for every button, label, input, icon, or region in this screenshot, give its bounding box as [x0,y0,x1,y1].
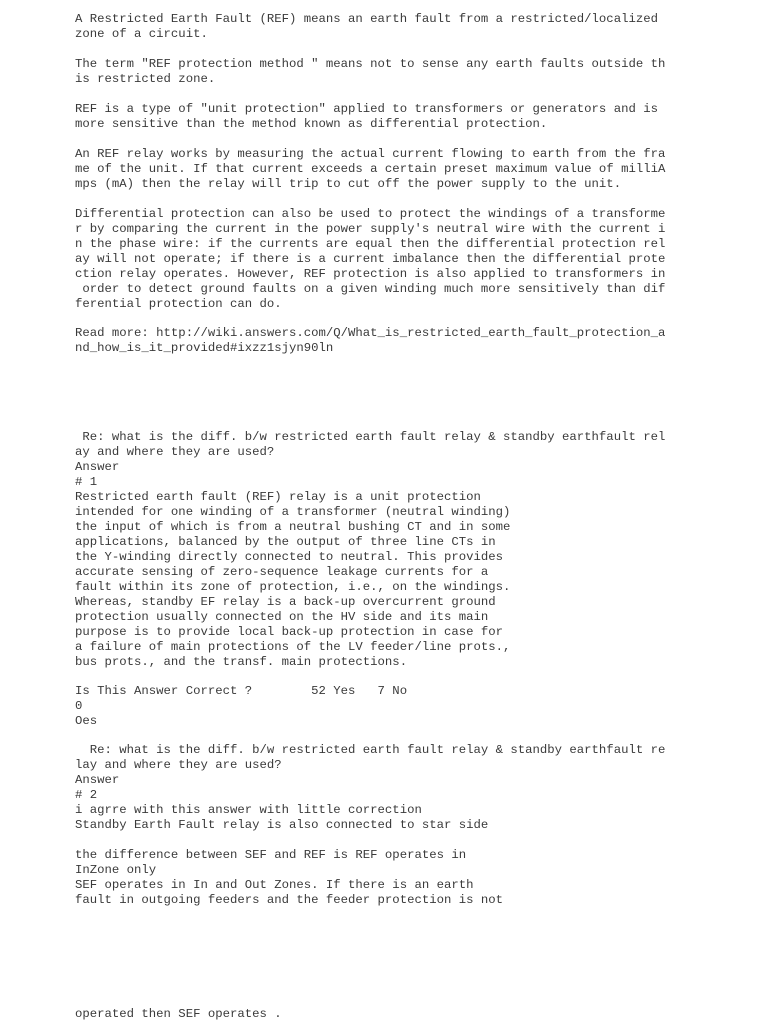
answer-1-body: Restricted earth fault (REF) relay is a unit protection intended for one winding of a transformer (neutral winding) the input of which is from a neutral bushing CT and in some applications, balanced by the output of three line CTs in the Y-winding directly connected to neutral. This provides accurate sensing of zero-sequence leakage currents for a fault within its zone of protection, i.e., on the windings. Whereas, standby EF relay is a back-up overcurrent ground protection usually connected on the HV side and its main purpose is to provide local back-up protection in case for a failure of main protections of the LV feeder/line prots., bus prots., and the transf. main protections. [75,490,511,669]
answer-2-body-part-1: i agrre with this answer with little correction Standby Earth Fault relay is also connected to star side [75,803,489,832]
answer-1-question: Re: what is the diff. b/w restricted earth fault relay & standby earthfault rel ay and where they are used? [75,430,666,459]
answer-1-author: Oes [75,714,98,728]
intro-paragraph-2: The term "REF protection method " means not to sense any earth faults outside th is restricted zone. [75,57,666,86]
intro-paragraph-3: REF is a type of "unit protection" applied to transformers or generators and is more sensitive than the method known as differential protection. [75,102,658,131]
intro-paragraph-5: Differential protection can also be used to protect the windings of a transforme r by comparing the current in the power supply's neutral wire with the current i n the phase wire: if the currents are equal then the differential protection rel ay will not operate; if there is a current imbalance then the differential prote ction relay operates. However, REF protection is also applied to transformers in order to detect ground faults on a given winding much more sensitively than dif ferential protection can do. [75,207,666,311]
answer-1-label: Answer [75,460,120,474]
answer-1-number: # 1 [75,475,98,489]
answer-2-label: Answer [75,773,120,787]
answer-2-question: Re: what is the diff. b/w restricted earth fault relay & standby earthfault re lay and where they are used? [75,743,666,772]
answer-2-number: # 2 [75,788,98,802]
answer-2-body-part-2: the difference between SEF and REF is REF operates in InZone only SEF operates in In and Out Zones. If there is an earth fault in outgoing feeders and the feeder protection is not [75,848,504,907]
answer-1-vote-line[interactable]: Is This Answer Correct ? 52 Yes 7 No [75,684,408,698]
intro-paragraph-4: An REF relay works by measuring the actual current flowing to earth from the fra me of the unit. If that current exceeds a certain preset maximum value of milliA mps (mA) then the relay will trip to cut off the power supply to the unit. [75,147,666,191]
answer-1-score: 0 [75,699,83,713]
read-more-link[interactable]: Read more: http://wiki.answers.com/Q/What_is_restricted_earth_fault_protection_a nd_how_is_it_provided#ixzz1sjyn90ln [75,326,666,355]
intro-paragraph-1: A Restricted Earth Fault (REF) means an earth fault from a restricted/localized zone of a circuit. [75,12,658,41]
answer-2-body-part-3: operated then SEF operates . [75,1007,282,1021]
